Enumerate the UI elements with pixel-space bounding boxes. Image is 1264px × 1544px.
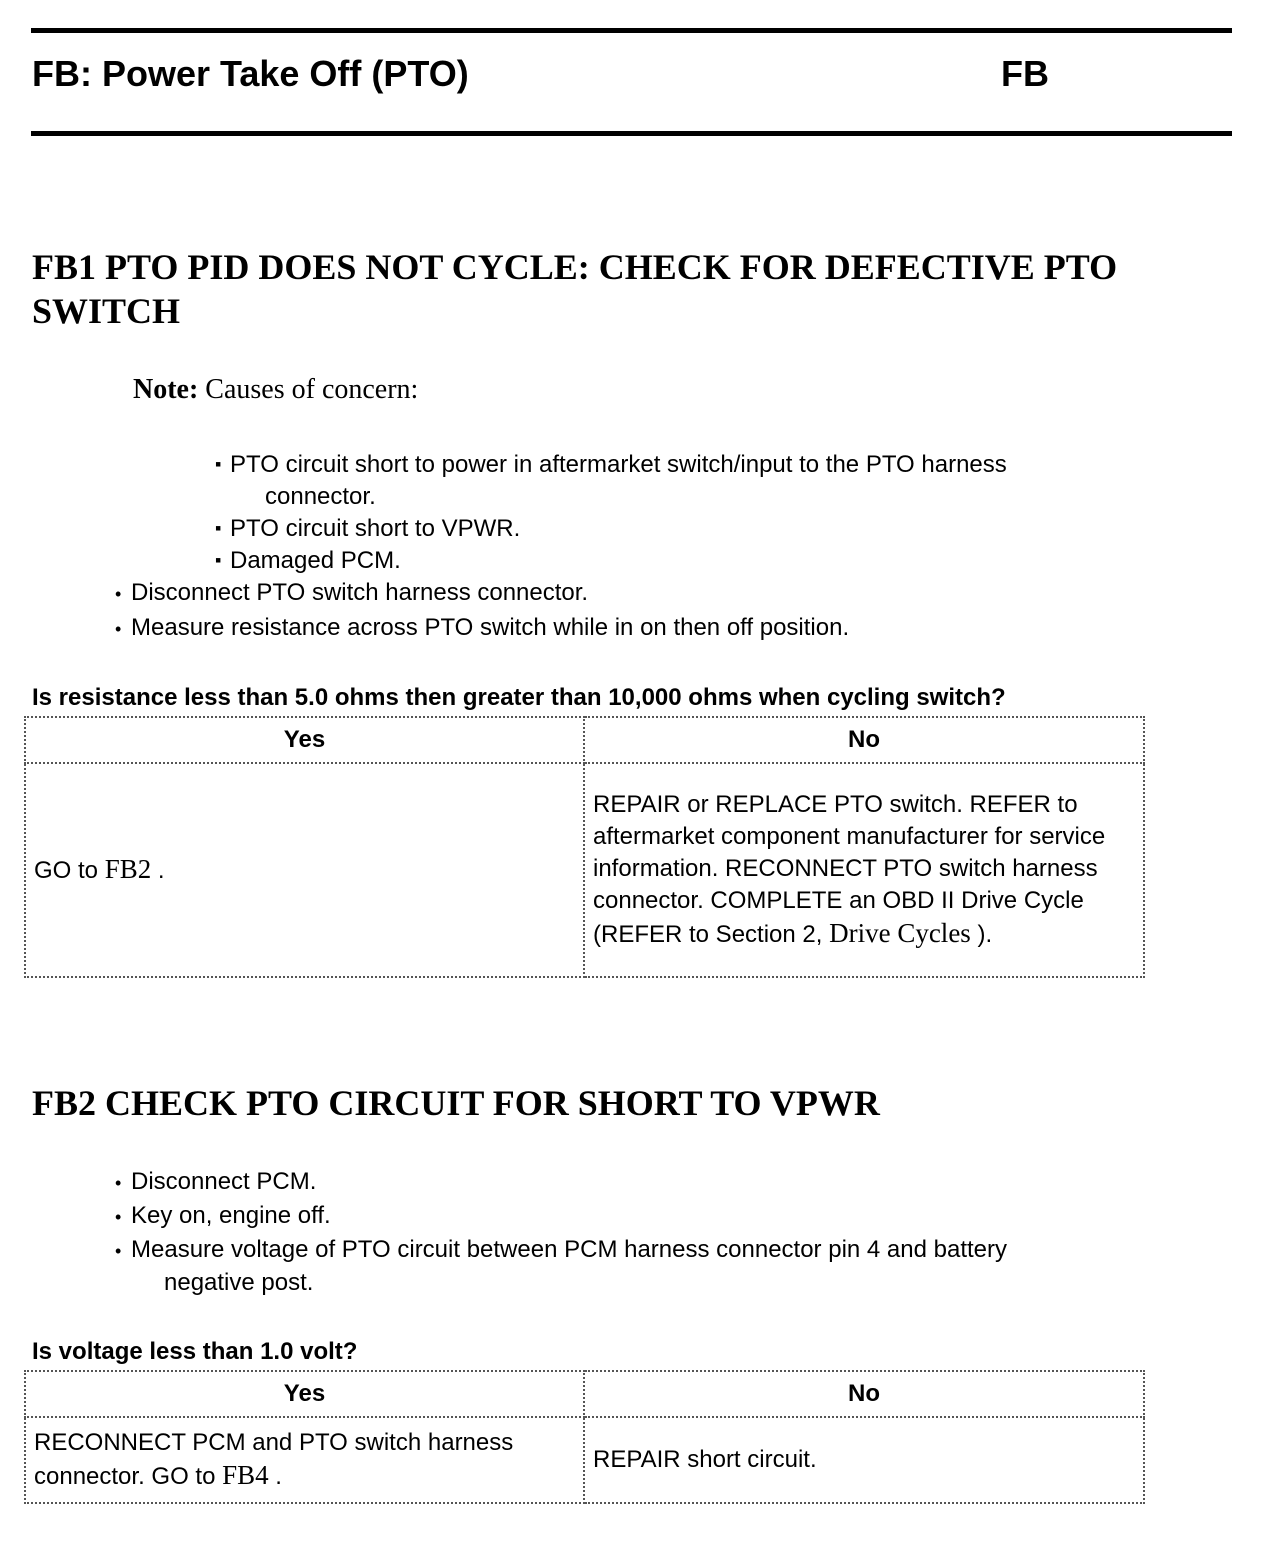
fb2-heading: FB2 CHECK PTO CIRCUIT FOR SHORT TO VPWR bbox=[32, 1083, 880, 1123]
header-rule-top bbox=[31, 28, 1232, 33]
fb2-answer-table bbox=[24, 1370, 1145, 1504]
fb1-question: Is resistance less than 5.0 ohms then greater than 10,000 ohms when cycling switch? bbox=[32, 684, 1006, 711]
no-header: No bbox=[584, 717, 1144, 763]
yes-header: Yes bbox=[25, 717, 584, 763]
square-bullet-icon: ▪ bbox=[215, 550, 222, 570]
step-item: • Measure voltage of PTO circuit between PCM harness connector pin 4 and battery negative post. bbox=[115, 1236, 1008, 1296]
page-title: FB: Power Take Off (PTO) bbox=[32, 53, 469, 94]
step-item: • Disconnect PTO switch harness connector. bbox=[115, 577, 1195, 610]
fb1-answer-table bbox=[24, 716, 1145, 978]
yes-cell: RECONNECT PCM and PTO switch harness connector. GO to FB4 . bbox=[25, 1417, 584, 1503]
no-cell: REPAIR short circuit. bbox=[584, 1417, 1144, 1503]
bullet-icon: • bbox=[115, 619, 122, 639]
note-text: Causes of concern: bbox=[205, 374, 419, 405]
step-item: • Disconnect PCM. bbox=[115, 1166, 1195, 1199]
square-bullet-icon: ▪ bbox=[215, 454, 222, 474]
bullet-icon: • bbox=[115, 584, 122, 604]
cause-item: ▪ PTO circuit short to VPWR. bbox=[215, 512, 1175, 545]
no-header: No bbox=[584, 1371, 1144, 1417]
fb1-heading: FB1 PTO PID DOES NOT CYCLE: CHECK FOR DEFECTIVE PTO SWITCH bbox=[32, 247, 1118, 331]
fb4-link[interactable]: FB4 bbox=[222, 1460, 269, 1490]
fb2-question: Is voltage less than 1.0 volt? bbox=[32, 1338, 358, 1365]
step-item: • Key on, engine off. bbox=[115, 1200, 1195, 1233]
drive-cycles-link[interactable]: Drive Cycles bbox=[829, 918, 971, 948]
bullet-icon: • bbox=[115, 1173, 122, 1193]
square-bullet-icon: ▪ bbox=[215, 518, 222, 538]
bullet-icon: • bbox=[115, 1207, 122, 1227]
fb2-link[interactable]: FB2 bbox=[104, 854, 152, 884]
header-rule-bottom bbox=[31, 131, 1232, 136]
step-item: • Measure resistance across PTO switch while in on then off position. bbox=[115, 612, 1195, 645]
yes-header: Yes bbox=[25, 1371, 584, 1417]
bullet-icon: • bbox=[115, 1241, 122, 1261]
no-cell: REPAIR or REPLACE PTO switch. REFER to aftermarket component manufacturer for service information. RECONNECT PTO switch harness connector. COMPLETE an OBD II Drive Cycle (REFER to Section 2, Drive Cycles ). bbox=[584, 763, 1144, 977]
note-label: Note: bbox=[133, 374, 199, 405]
yes-cell: GO to FB2 . bbox=[25, 763, 584, 977]
section-code: FB bbox=[1001, 53, 1049, 94]
note bbox=[133, 372, 418, 408]
cause-item: ▪ Damaged PCM. bbox=[215, 544, 1175, 577]
cause-item: ▪ PTO circuit short to power in aftermarket switch/input to the PTO harness connector. bbox=[215, 448, 1175, 513]
